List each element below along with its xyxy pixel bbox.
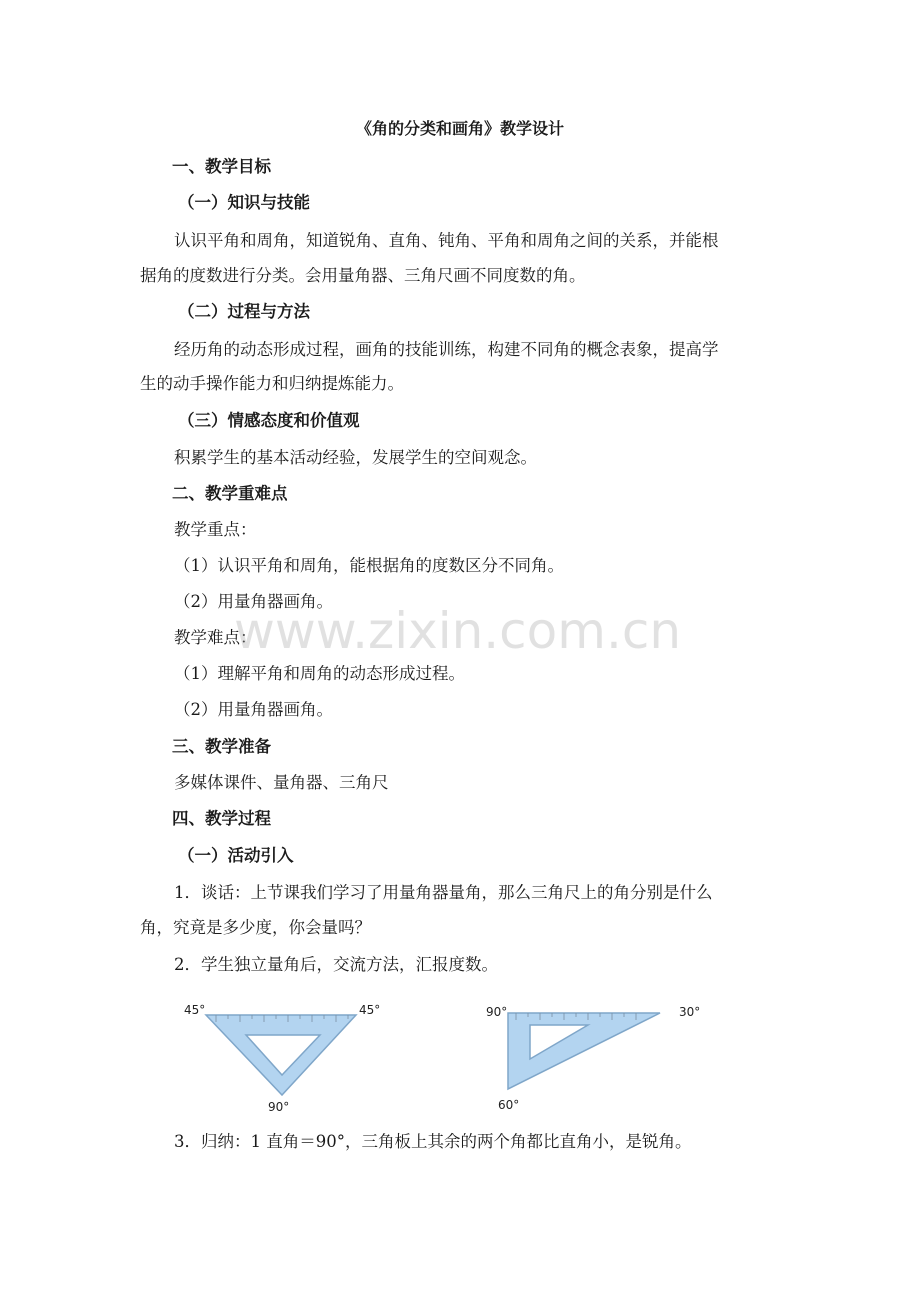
- subheading-process-methods: （二）过程与方法: [178, 302, 310, 321]
- angle-label-90: 90°: [268, 1100, 290, 1114]
- list-item: （1）认识平角和周角，能根据角的度数区分不同角。: [174, 556, 564, 575]
- list-item: （2）用量角器画角。: [174, 592, 333, 611]
- section-heading-objectives: 一、教学目标: [172, 157, 271, 176]
- list-item: （2）用量角器画角。: [174, 700, 333, 719]
- paragraph-line: 积累学生的基本活动经验，发展学生的空间观念。: [174, 448, 537, 467]
- subheading-attitudes-values: （三）情感态度和价值观: [178, 411, 360, 430]
- difficult-points-label: 教学难点：: [174, 628, 257, 647]
- paragraph-line: 多媒体课件、量角器、三角尺: [174, 773, 389, 792]
- angle-label-45-right: 45°: [359, 1003, 381, 1017]
- watermark: www.zixin.com.cn: [234, 602, 682, 660]
- angle-label-60: 60°: [498, 1098, 520, 1112]
- list-item: （1）理解平角和周角的动态形成过程。: [174, 664, 465, 683]
- angle-label-90: 90°: [486, 1005, 508, 1019]
- section-heading-process: 四、教学过程: [172, 809, 271, 828]
- set-square-45-45-90: [184, 1003, 380, 1114]
- document-title: 《角的分类和画角》教学设计: [355, 119, 564, 138]
- paragraph-line: 经历角的动态形成过程，画角的技能训练，构建不同角的概念表象，提高学: [174, 340, 719, 359]
- paragraph-line: 认识平角和周角，知道锐角、直角、钝角、平角和周角之间的关系，并能根: [174, 231, 719, 250]
- angle-label-30: 30°: [679, 1005, 701, 1019]
- paragraph-line: 据角的度数进行分类。会用量角器、三角尺画不同度数的角。: [140, 266, 586, 285]
- set-square-30-60-90: [486, 1005, 700, 1112]
- paragraph-line: 3．归纳：1 直角＝90°，三角板上其余的两个角都比直角小，是锐角。: [174, 1132, 692, 1151]
- angle-label-45-left: 45°: [184, 1003, 206, 1017]
- set-square-figure: [170, 995, 730, 1120]
- subheading-activity-intro: （一）活动引入: [178, 846, 294, 865]
- section-heading-preparation: 三、教学准备: [172, 737, 271, 756]
- paragraph-line: 2．学生独立量角后，交流方法，汇报度数。: [174, 955, 498, 974]
- subheading-knowledge-skills: （一）知识与技能: [178, 193, 310, 212]
- paragraph-line: 生的动手操作能力和归纳提炼能力。: [140, 374, 404, 393]
- key-points-label: 教学重点：: [174, 520, 257, 539]
- paragraph-line: 1．谈话：上节课我们学习了用量角器量角，那么三角尺上的角分别是什么: [174, 883, 713, 902]
- section-heading-key-difficult: 二、教学重难点: [172, 484, 288, 503]
- paragraph-line: 角，究竟是多少度，你会量吗？: [140, 918, 371, 937]
